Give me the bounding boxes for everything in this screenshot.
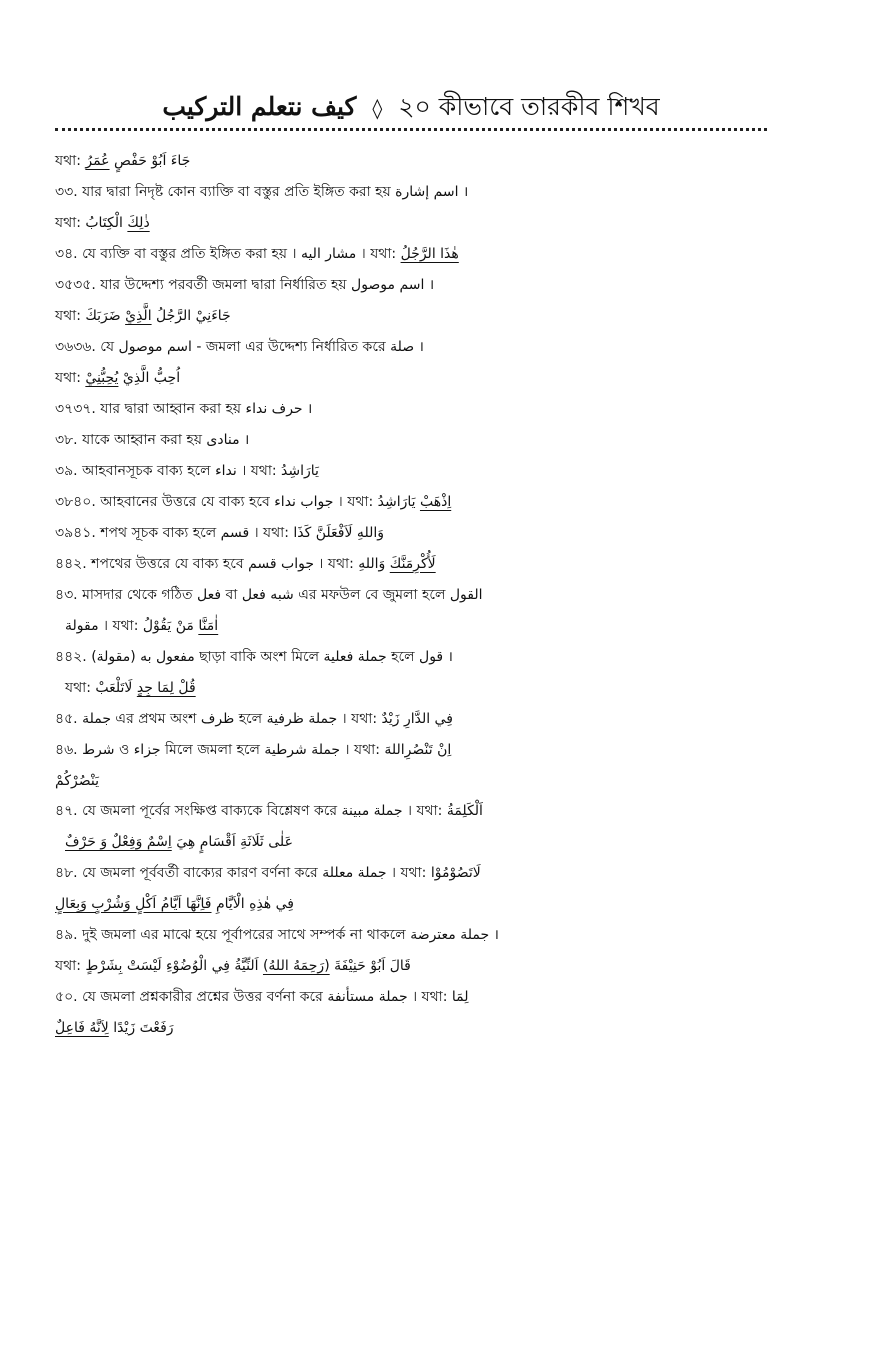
line-text: । যথা:	[249, 525, 294, 541]
arabic-text: يَنْصُرْكُمْ	[55, 773, 99, 789]
arabic-text: اسم موصول	[351, 277, 425, 293]
page-number: ২০	[398, 92, 431, 121]
arabic-text: وَاللهِ	[358, 556, 390, 572]
arabic-text: جواب قسم	[248, 556, 314, 572]
arabic-text: يَارَاشِدُ	[377, 494, 420, 510]
arabic-text: وَاللهِ لَاَفْعَلَنَّ كَذَا	[293, 525, 384, 541]
arabic-text: جملة مبينة	[341, 803, 403, 819]
arabic-text: جواب نداء	[274, 494, 334, 510]
arabic-text: اسم إشارة	[395, 184, 459, 200]
underlined-arabic: يُحِبُّنِيْ	[85, 370, 119, 386]
line-text: - জমলা এর উদ্দেশ্য নির্ধারিত করে	[191, 339, 391, 355]
line-text: এর প্রথম অংশ	[110, 711, 201, 727]
line-text: যথা:	[65, 680, 96, 696]
arabic-text: مَنْ يَقُوْلُ	[142, 618, 199, 634]
line-text: ৪৫.	[55, 711, 83, 727]
arabic-text: মিলে জমলা হলে جملة شرطية । যথা: اِنْ تَنْصُرِاللهَ	[160, 742, 452, 758]
underlined-arabic: فَاِنَّهَا اَيَّامُ اَكْلٍ وَشُرْبٍ وَبِعَالٍ	[55, 896, 212, 912]
text-line	[55, 239, 785, 270]
line-text: যথা:	[55, 958, 86, 974]
arabic-text: ضَرَبَكَ	[85, 308, 126, 324]
arabic-text: الْكِتَابُ	[85, 215, 128, 231]
line-text: ৩৮৪০. আহবানের উত্তরে যে বাক্য হবে	[55, 494, 275, 510]
arabic-text: عَلٰى ثَلَاثَةِ اَقْسَامٍ هِيَ	[176, 834, 293, 850]
arabic-text: لَاتَصُوْمُوْا	[430, 865, 481, 881]
arabic-text: جَاءَنِيْ الرَّجُلُ	[156, 308, 231, 324]
arabic-text: اُحِبُّ الَّذِيْ	[122, 370, 181, 386]
text-line	[55, 642, 785, 673]
line-text: ৪৭. যে জমলা পূর্বের সংক্ষিপ্ত বাক্যকে বিশ্লেষণ করে	[55, 803, 342, 819]
text-line	[55, 208, 785, 239]
line-text: ৩৯. আহবানসূচক বাক্য হলে	[55, 463, 216, 479]
page-header	[55, 88, 767, 126]
arabic-text: رَفَعْتَ زَيْدًا	[113, 1020, 174, 1036]
text-line	[55, 301, 785, 332]
arabic-text: جملة	[82, 711, 111, 727]
underlined-arabic: ذٰلِكَ	[127, 215, 150, 231]
line-text: ৪৮. যে জমলা পূর্ববর্তী বাক্যের কারণ বর্ণনা করে	[55, 865, 323, 881]
line-text: । যথা:	[356, 246, 401, 262]
line-text: । যথা:	[386, 865, 431, 881]
arabic-text: হলে قول ।	[386, 649, 453, 665]
arabic-text: فعل	[196, 587, 222, 603]
line-text: ৪৪২. শপথের উত্তরে যে বাক্য হবে	[55, 556, 249, 572]
arabic-text: قسم	[220, 525, 250, 541]
line-text: । যথা:	[402, 803, 447, 819]
text-line	[55, 394, 785, 425]
line-text: ।	[489, 927, 499, 943]
bengali-title: কীভাবে তারকীব শিখব	[438, 92, 660, 121]
line-text: যথা:	[55, 215, 86, 231]
line-text: ৩৯৪১. শপথ সূচক বাক্য হলে	[55, 525, 221, 541]
line-text: ৩৫৩৫. যার উদ্দেশ্য পরবর্তী জমলা দ্বারা নির্ধারিত হয়	[55, 277, 352, 293]
line-text: । যথা:	[313, 556, 359, 572]
line-text: । যথা:	[333, 494, 378, 510]
arabic-text: এর মফউল বে জুমলা হলে القول	[293, 587, 483, 603]
arabic-text: منادى	[206, 432, 240, 448]
arabic-text: جملة فعلية	[323, 649, 387, 665]
text-line	[55, 146, 785, 177]
line-text: যথা:	[55, 153, 86, 169]
text-line	[55, 518, 785, 549]
arabic-text: جملة معللة	[322, 865, 387, 881]
arabic-text: مشار اليه	[300, 246, 357, 262]
text-line	[55, 425, 785, 456]
underlined-arabic: لَأُكْرِمَنَّكَ	[389, 556, 436, 572]
arabic-text: جملة معترضة	[410, 927, 490, 943]
arabic-text: نداء	[215, 463, 237, 479]
line-text: ৪৯. দুই জমলা এর মাঝে হয়ে পূর্বাপরের সাথে সম্পর্ক না থাকলে	[55, 927, 411, 943]
text-line	[55, 270, 785, 301]
arabic-text: حرف نداء	[245, 401, 303, 417]
arabic-text: جزاء	[133, 742, 161, 758]
arabic-text: جملة مستأنفة	[327, 989, 408, 1005]
line-text: ।	[458, 184, 469, 200]
line-text: ৩৪. যে ব্যক্তি বা বস্তুর প্রতি ইঙ্গিত করা হয় ।	[55, 246, 301, 262]
diamond-icon: ◊	[372, 96, 383, 120]
text-line	[55, 951, 785, 982]
line-text: ।	[302, 401, 313, 417]
text-line	[55, 858, 785, 889]
underlined-arabic: اِذْهَبْ	[419, 494, 452, 510]
arabic-text: হলে جملة ظرفية । যথা: فِي الدَّارِ زَيْدٌ	[234, 711, 453, 727]
page-body	[55, 146, 785, 1044]
dotted-divider	[55, 128, 767, 131]
arabic-text: لِمَا	[451, 989, 469, 1005]
line-text: ও	[114, 742, 134, 758]
arabic-text: يَارَاشِدُ	[281, 463, 319, 479]
arabic-title: كيف نتعلم التركيب	[162, 92, 357, 121]
line-text: । যথা:	[407, 989, 452, 1005]
arabic-text: فِي هٰذِهِ الْاَيَّامِ	[215, 896, 294, 912]
underlined-arabic: الَّذِيْ	[125, 308, 152, 324]
line-text: ৪৩. মাসদার থেকে গঠিত	[55, 587, 197, 603]
line-text: । যথা:	[236, 463, 282, 479]
text-line	[55, 177, 785, 208]
arabic-text: شبه فعل	[241, 587, 294, 603]
text-line	[55, 704, 785, 735]
arabic-text: مقولة	[65, 618, 99, 634]
underlined-arabic: لِاَنَّهُ فَاعِلٌ	[55, 1020, 109, 1036]
text-line	[55, 982, 785, 1013]
text-line	[55, 487, 785, 518]
line-text: ছাড়া বাকি অংশ মিলে	[194, 649, 324, 665]
line-text: বা	[221, 587, 242, 603]
line-text: যথা:	[55, 370, 86, 386]
text-line	[55, 673, 785, 704]
line-text: ৪৪২.	[55, 649, 92, 665]
line-text: ।	[239, 432, 250, 448]
underlined-arabic: اِسْمٌ وَفِعْلٌ وَ حَرْفٌ	[65, 834, 172, 850]
arabic-text: لَاتَلْعَبْ	[95, 680, 133, 696]
arabic-text: جَاءَ اَبُوْ حَفْصٍ	[113, 153, 191, 169]
line-text: ৩৬৩৬. যে	[55, 339, 119, 355]
underlined-arabic: (رَحِمَهُ اللهُ)	[262, 958, 330, 974]
text-line	[55, 456, 785, 487]
text-line	[55, 580, 785, 611]
text-line	[55, 1013, 785, 1044]
line-text: ৩৭৩৭. যার দ্বারা আহ্বান করা হয়	[55, 401, 246, 417]
underlined-arabic: عُمَرُ	[85, 153, 110, 169]
arabic-text: اَلنِّيَّةُ فِي الْوُضُوْءِ لَيْسَتْ بِشَرْطٍ	[85, 958, 263, 974]
arabic-text: مفعول به (مقولة)	[91, 649, 195, 665]
text-line	[55, 735, 785, 766]
line-text: ৩৮. যাকে আহ্বান করা হয়	[55, 432, 207, 448]
text-line	[55, 796, 785, 827]
arabic-text: شرط	[82, 742, 115, 758]
text-line	[55, 611, 785, 642]
arabic-text: ظرف	[200, 711, 235, 727]
text-line	[55, 827, 785, 858]
underlined-arabic: قُلْ لِمَا جِدٍ	[136, 680, 196, 696]
underlined-arabic: اٰمَنَّا	[198, 618, 219, 634]
arabic-text: صلة ।	[390, 339, 424, 355]
line-text: যথা:	[55, 308, 86, 324]
arabic-text: قَالَ اَبُوْ حَنِيْفَةَ	[334, 958, 411, 974]
line-text: ৩৩. যার দ্বারা নিদৃষ্ট কোন ব্যাক্তি বা বস্তুর প্রতি ইঙ্গিত করা হয়	[55, 184, 396, 200]
text-line	[55, 549, 785, 580]
text-line	[55, 920, 785, 951]
line-text: ।	[424, 277, 435, 293]
text-line	[55, 363, 785, 394]
underlined-arabic: هٰذَا الرَّجُلُ	[400, 246, 459, 262]
arabic-text: اَلْكَلِمَةُ	[446, 803, 483, 819]
line-text: ৫০. যে জমলা প্রশ্নকারীর প্রশ্নের উত্তর বর্ণনা করে	[55, 989, 328, 1005]
text-line	[55, 766, 785, 796]
arabic-text: اسم موصول	[118, 339, 192, 355]
line-text: ৪৬.	[55, 742, 83, 758]
line-text: । যথা:	[98, 618, 143, 634]
text-line	[55, 332, 785, 363]
text-line	[55, 889, 785, 920]
